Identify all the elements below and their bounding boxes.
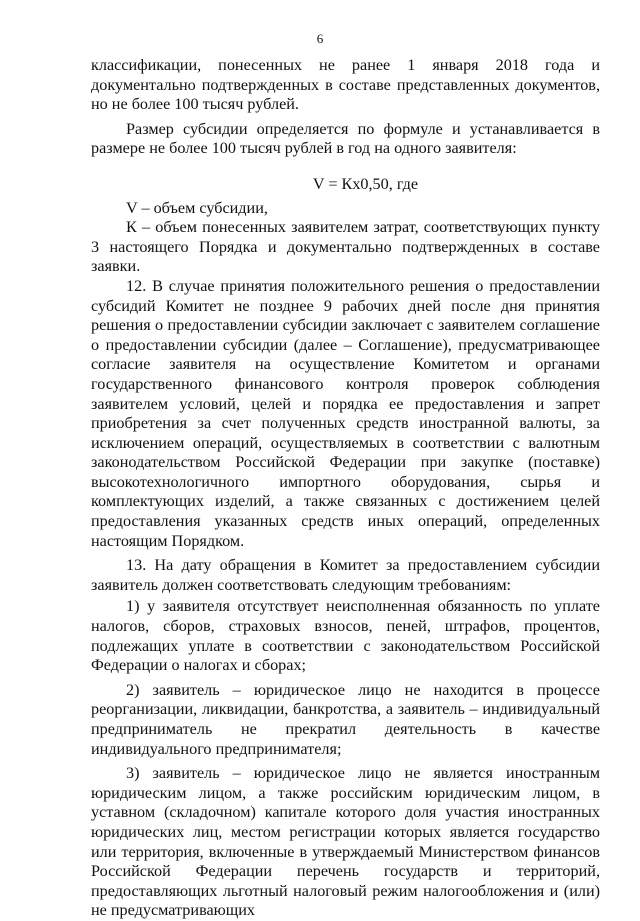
requirement-1: 1) у заявителя отсутствует неисполненная обязанность по уплате налогов, сборов, страховых взносов, пеней, штрафов, процентов, подлежащих уплате в соответствии с законодательством Российской Федерации о налогах и сборах; (91, 597, 600, 675)
paragraph-subsidy-size: Размер субсидии определяется по формуле и устанавливается в размере не более 100 тысяч рублей в год на одного заявителя: (91, 119, 600, 158)
document-body (91, 56, 600, 921)
requirement-2: 2) заявитель – юридическое лицо не находится в процессе реорганизации, ликвидации, банкротства, а заявитель – индивидуальный предприниматель не прекратил деятельность в качестве индивидуального предпринимателя; (91, 680, 600, 758)
formula-definition-v: V – объем субсидии, (126, 198, 268, 217)
paragraph-12: 12. В случае принятия положительного решения о предоставлении субсидий Комитет не позднее 9 рабочих дней после дня принятия решения о предоставлении субсидии заключает с заявителем соглашение о предоставлении субсидии (далее – Соглашение), предусматривающее согласие заявителя на осуществление Комитетом и органами государственного финансового контроля проверок соблюдения заявителем условий, целей и порядка ее предоставления и запрет приобретения за счет полученных средств иностранной валюты, за исключением операций, осуществляемых в соответствии с валютным законодательством Российской Федерации при закупке (поставке) высокотехнологичного импортного оборудования, сырья и комплектующих изделий, а также связанных с достижением целей предоставления указанных средств иных операций, определенных настоящим Порядком. (91, 276, 600, 550)
formula: V = Кх0,50, где (312, 174, 419, 193)
paragraph-13: 13. На дату обращения в Комитет за предоставлением субсидии заявитель должен соответствовать следующим требованиям: (91, 556, 600, 594)
formula-definition-k: К – объем понесенных заявителем затрат, соответствующих пункту 3 настоящего Порядка и документально подтвержденных в составе заявки. (91, 218, 600, 276)
requirement-3: 3) заявитель – юридическое лицо не является иностранным юридическим лицом, а также российским юридическим лицом, в уставном (складочном) капитале которого доля участия иностранных юридических лиц, местом регистрации которых является государство или территория, включенные в утверждаемый Министерством финансов Российской Федерации перечень государств и территорий, предоставляющих льготный налоговый режим налогообложения и (или) не предусматривающих (91, 764, 600, 920)
paragraph-continuation: классификации, понесенных не ранее 1 января 2018 года и документально подтвержденных в составе представленных документов, но не более 100 тысяч рублей. (91, 56, 600, 114)
page-number: 6 (316, 31, 324, 46)
